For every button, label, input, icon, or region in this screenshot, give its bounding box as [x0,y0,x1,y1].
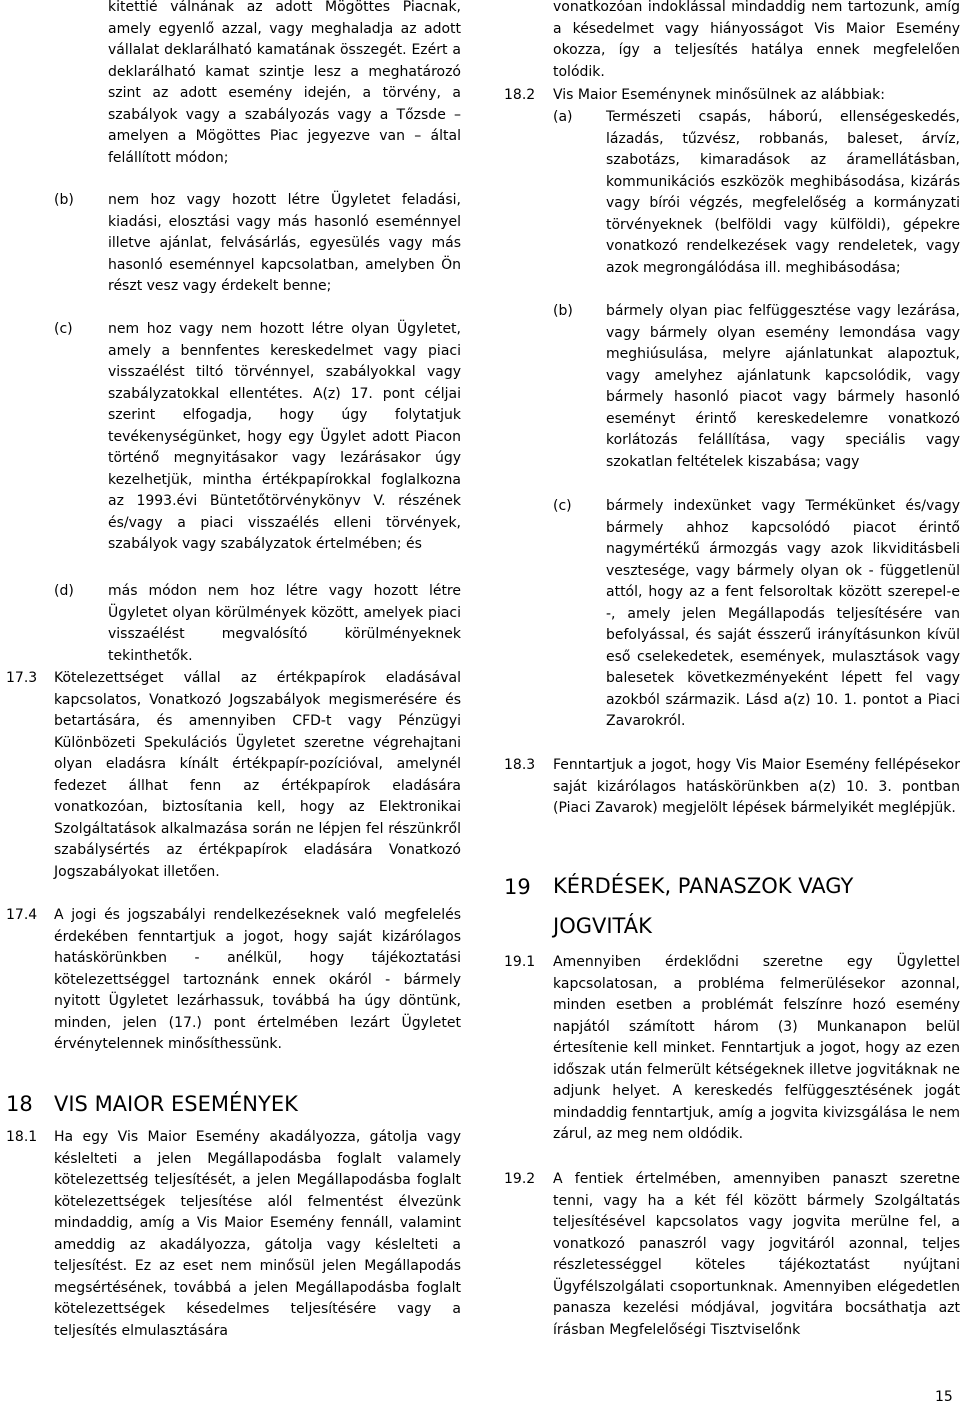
section-number-18-3: 18.3 [504,757,536,773]
page-number: 15 [935,1389,953,1405]
item-label-d: (d) [54,583,74,599]
item-text-c-right: bármely indexünket vagy Termékünket és/vagy bármely ahhoz kapcsolódó piacot érintő nagymértékű ármozgás vagy azok likviditásbeli vesztesége, vagy bármely olyan ok - függetlenül attól, hogy az a fent felsoroltak között szerepel-e -, amely jelen Megállapodás teljesítésére van befolyással, és saját ésszerű irányításunkon kívül eső cselekedetek, események, mulasztások vagy balesetek következményeként lépett fel vagy azokból származik. Lásd a(z) 10. 1. pontot a Piaci Zavarokról. [606,498,960,729]
section-number-19-2: 19.2 [504,1171,536,1187]
item-label-c: (c) [54,321,73,337]
section-number-17-4: 17.4 [6,907,38,923]
section-text-19-1: Amennyiben érdeklődni szeretne egy Ügylettel kapcsolatosan, a probléma felmerülésekor azonnal, minden esetben a problémát felszínre hozó esemény napjától számított három (3) Munkanapon belül értesítenie kell minket. Fenntartjuk a jogot, hogy az ezen időszak után felmerült kétségeknek illetve jogvitáknak ne adjunk helyet. A kereskedés felfüggesztésének jogát mindaddig fenntartjuk, amíg a jogvita kivizsgálása le nem zárul, az meg nem oldódik. [553,954,960,1142]
section-text-17-4: A jogi és jogszabályi rendelkezéseknek való megfelelés érdekében fenntartjuk a jogot, hogy saját kizárólagos hatáskörünkben - anélkül, hogy tájékoztatási kötelezettséggel tartoznánk ennek okáról - bármely nyitott Ügyletet lezárhassuk, továbbá ha úgy döntünk, minden, jelen (17.) pont értelmében lezárt Ügyletet érvénytelennek minősíthessünk. [54,907,461,1052]
section-number-18-2: 18.2 [504,87,536,103]
section-text-17-3: Kötelezettséget vállal az értékpapírok eladásával kapcsolatos, Vonatkozó Jogszabályok megismerésére és betartására, és amennyiben CFD-t vagy Pénzügyi Különbözeti Spekulációs Ügyletet szeretne végrehajtani olyan eladásra kínált értékpapír-pozícióval, amelynél fedezet állhat fenn az értékpapírok eladására vonatkozóan, biztosítania kell, hogy az Elektronikai Szolgáltatások alkalmazása során ne lépjen fel részünkről szabálysértés az értékpapírok eladására Vonatkozó Jogszabályokat illetően. [54,670,461,880]
section-text-19-2: A fentiek értelmében, amennyiben panaszt szeretne tenni, vagy ha a két fél között bármely Szolgáltatás teljesítésével kapcsolatos vagy jogvita merülne fel, a vonatkozó panaszról vagy jogvitáról azonnal, teljes részletességgel köteles tájékoztatást nyújtani Ügyfélszolgálati csoportunknak. Amennyiben elégedetlen panasza kezelési módjával, jogvitára bocsáthatja azt írásban Megfelelőségi Tisztviselőnk [553,1171,960,1338]
section-number-17-3: 17.3 [6,670,38,686]
item-text-b-right: bármely olyan piac felfüggesztése vagy lezárása, vagy bármely olyan esemény lemondása vagy meghiúsulása, melyre ajánlatunkat alapoztuk, vagy amelyhez ajánlatunk kapcsolódik, vagy bármely hasonló piacot vagy bármely hasonló eseményt érintő kereskedelemre vonatkozó korlátozás felállítása, vagy speciális vagy szokatlan feltételek kiszabása; vagy [606,303,960,470]
item-text-d: más módon nem hoz létre vagy hozott létre Ügyletet olyan körülmények között, amelyek piaci visszaélést megvalósító körülményeknek tekinthetők. [108,583,461,664]
section-number-19-1: 19.1 [504,954,536,970]
continued-paragraph-right: vonatkozóan indoklással mindaddig nem tartozunk, amíg a késedelmet vagy hiányosságot Vis Maior Esemény okozza, így a teljesítés hatálya ennek megfelelően tolódik. [553,0,960,80]
heading-number-19: 19 [504,875,531,899]
item-text-b: nem hoz vagy hozott létre Ügyletet feladási, kiadási, elosztási vagy más hasonló eseménnyel illetve ajánlat, felvásárlás, egyesülés vagy más hasonló eseménnyel kapcsolatban, amelyben Ön részt vesz vagy érdekelt benne; [108,192,461,294]
section-text-18-1: Ha egy Vis Maior Esemény akadályozza, gátolja vagy késlelteti a jelen Megállapodásba foglalt valamely kötelezettség teljesítését, a jelen Megállapodásba foglalt kötelezettségek teljesítése alól felmentést élvezünk mindaddig, amíg a Vis Maior Esemény fennáll, valamint ameddig az akadályozza, gátolja vagy késlelteti a teljesítést. Ez az eset nem minősül jelen Megállapodás megsértésének, továbbá a jelen Megállapodásba foglalt kötelezettségek késedelmes teljesítésére vagy a teljesítés elmulasztására [54,1129,461,1339]
heading-title-19: KÉRDÉSEK, PANASZOK VAGY JOGVITÁK [553,874,854,938]
item-text-c: nem hoz vagy nem hozott létre olyan Ügyletet, amely a bennfentes kereskedelmet vagy piaci visszaélést tiltó törvénnyel, szabályokkal vagy szabályzatokkal ellentétes. A(z) 17. pont céljai szerint elfogadja, hogy úgy folytatjuk tevékenységünket, hogy egy Ügylet adott Piacon történő megnyitásakor vagy lezárásakor úgy kezelhetjük, mintha értékpapírokkal foglalkozna az 1993.évi Büntetőtörvénykönyv V. részének és/vagy a piaci visszaélés elleni törvények, szabályok vagy szabályzatok értelmében; és [108,321,461,552]
continued-paragraph: kitettié válnának az adott Mögöttes Piacnak, amely egyenlő azzal, vagy meghaladja az adott vállalat deklarálható kamatának összegét. Ezért a deklarálható kamat szintje lesz a meghatározó szint az adott esemény idején, a törvény, a szabályok vagy a szabályozás vagy a Tőzsde – amelyen a Mögöttes Piac jegyezve van – által felállított módon; [108,0,461,166]
heading-number-18: 18 [6,1092,33,1116]
item-text-a: Természeti csapás, háború, ellenségeskedés, lázadás, tűzvész, robbanás, baleset, árvíz, szabotázs, kimaradások az áramellátásban, kommunikációs eszközök meghibásodása, kizárás vagy bírói végzés, megfelelőség a kormányzati törvényeknek (belföldi vagy külföldi), gépekre vonatkozó rendelkezések vagy rendeletek, vagy azok megrongálódása ill. meghibásodása; [606,109,960,276]
section-number-18-1: 18.1 [6,1129,38,1145]
section-text-18-3: Fenntartjuk a jogot, hogy Vis Maior Esemény fellépésekor saját kizárólagos hatáskörünkben a(z) 10. 3. pontban (Piaci Zavarok) megjelölt lépések bármelyikét meglépjük. [553,757,960,816]
section-text-18-2: Vis Maior Eseménynek minősülnek az alábbiak: [553,87,885,103]
item-label-b-right: (b) [553,303,573,319]
item-label-b: (b) [54,192,74,208]
item-label-a: (a) [553,109,573,125]
heading-title-18: VIS MAIOR ESEMÉNYEK [54,1092,298,1116]
item-label-c-right: (c) [553,498,572,514]
